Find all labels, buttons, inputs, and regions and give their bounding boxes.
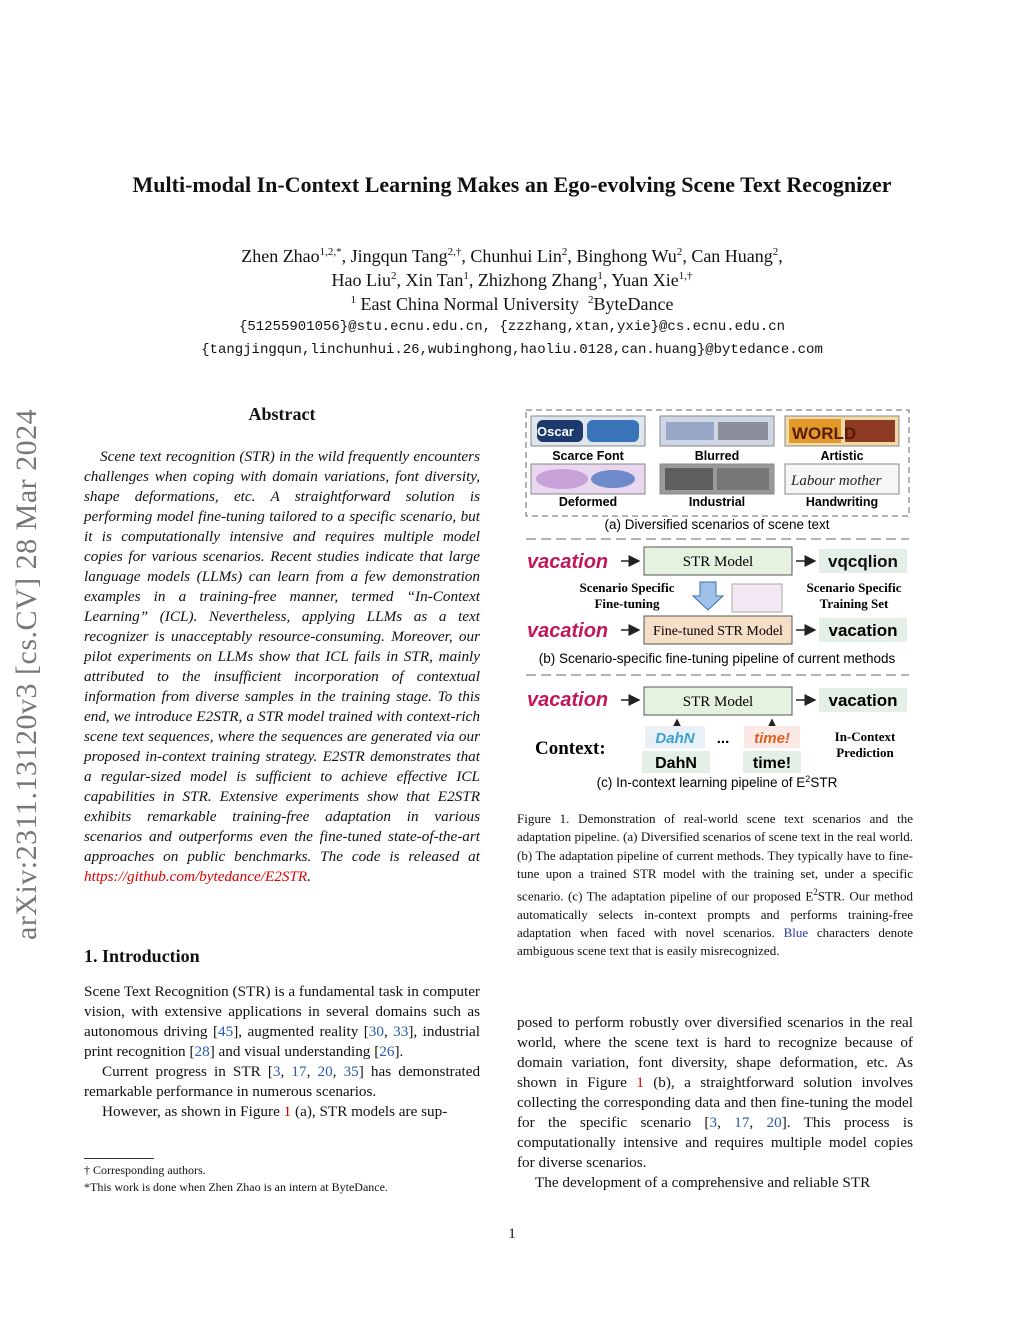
abstract-body: Scene text recognition (STR) in the wild frequently encounters challenges when coping with domain variations, font diversity, shape deformations, etc. A straightforward solution is performing model fine-tuning tailored to a specific scenario, but it is computationally intensive and requires multiple model copies for various scenarios. Recent studies indicate that large language models (LLMs) can learn from a few demonstration examples in a training-free manner, termed “In-Context Learning” (ICL). Nevertheless, applying LLMs as a text recognizer is unacceptably resource-consuming. Moreover, our pilot experiments on LLMs show that ICL fails in STR, mainly attributed to the insufficient incorporation of contextual information from diverse samples in the training stage. To this end, we introduce E2STR, a STR model trained with context-rich scene text sequences, where the sequences are generated via our proposed in-context training strategy. E2STR demonstrates that a regular-sized model is sufficient to achieve effective ICL capabilities in STR. Extensive experiments show that E2STR exhibits remarkable training-free adaptation in various scenarios and outperforms even the fine-tuned state-of-the-art approaches on public benchmarks. The code is released at https://github.com/bytedance/E2STR. [84,448,480,885]
context-label: Context: [535,738,606,759]
label-blurred: Blurred [694,449,740,463]
svg-text:Training Set: Training Set [819,596,889,611]
icl-pred-label: In-Context [834,729,896,744]
intro-paragraph-3: However, as shown in Figure 1 (a), STR models are sup- [102,1103,448,1120]
training-set-thumb [732,584,782,612]
panel-a-caption: (a) Diversified scenarios of scene text [604,517,830,532]
page-number: 1 [508,1226,516,1242]
authors-line-1: Zhen Zhao$^{1,2,*}$, Jingqun Tang$^{2,\dagger}$, Chunhui Lin$^2$, Binghong Wu$^2$, Can Huang$^2$, [241,246,783,266]
panel-c-caption: (c) In-context learning pipeline of $E^2STR$ [596,774,838,790]
finetuned-model-label: Fine-tuned STR Model [653,624,783,639]
emails-line-2: {tangjingqun,linchunhui.26,wubinghong,haoliu.0128,can.huang}@bytedance.com [201,342,823,358]
svg-text:time!: time! [754,730,790,747]
deco-word-3: Labour mother [791,473,882,489]
ss-finetuning-label: Scenario Specific [579,580,675,595]
panel-b-caption: (b) Scenario-specific fine-tuning pipeline of current methods [538,651,896,666]
figure-1 [517,406,917,796]
wrong-prediction: vqcqlion [828,552,898,571]
right-paragraph-2: The development of a comprehensive and reliable STR [535,1174,871,1191]
emails-line-1: {51255901056}@stu.ecnu.edu.cn, {zzzhang,xtan,yxie}@cs.ecnu.edu.cn [238,319,786,335]
svg-text:Fine-tuning: Fine-tuning [594,596,660,611]
input-word-c: vacation [527,689,609,711]
deco-word-1: Oscar [537,424,574,439]
footnote-2: *This work is done when Zhen Zhao is an intern at ByteDance. [84,1180,388,1194]
code-link[interactable]: https://github.com/bytedance/E2STR [84,868,308,885]
str-model-label-c: STR Model [682,694,754,710]
svg-text:Prediction: Prediction [836,745,894,760]
abstract-text: Scene text recognition (STR) in the wild frequently encounters challenges when coping with domain variations, font diversity, shape deformations, etc. A straightforward solution is performing model fine-tuning tailored to a specific scenario, but it is computationally intensive and requires multiple model copies for various scenarios. Recent studies indicate that large language models (LLMs) can learn from a few demonstration examples in a training-free manner, termed “In-Context Learning” (ICL). Nevertheless, applying LLMs as a text recognizer is unacceptably resource-consuming. Moreover, our pilot experiments on LLMs show that ICL fails in STR, mainly attributed to the insufficient incorporation of contextual information from diverse samples in the training stage. To this end, we introduce E2STR, a STR model trained with context-rich scene text sequences, where the sequences are generated via our proposed in-context training strategy. E2STR demonstrates that a regular-sized model is sufficient to achieve effective ICL capabilities in STR. Extensive experiments show that E2STR exhibits remarkable training-free adaptation in various scenarios and outperforms even the fine-tuned state-of-the-art approaches on public benchmarks. The code is released at [84,448,480,865]
label-deformed: Deformed [558,495,618,509]
footnote-1: † Corresponding authors. [84,1163,206,1177]
correct-prediction-b: vacation [828,621,898,640]
intro-body [84,982,480,1122]
ctx-ellipsis: ... [716,730,730,747]
input-word-b1: vacation [527,551,609,573]
paper-title: Multi-modal In-Context Learning Makes an Ego-evolving Scene Text Recognizer [132,172,892,197]
affiliations: $^1$ East China Normal University $^2$ByteDance [350,294,674,314]
section-heading: 1. Introduction [84,946,200,966]
authors-line-2: Hao Liu$^2$, Xin Tan$^1$, Zhizhong Zhang$^1$, Yuan Xie$^{1,\dagger}$ [331,270,693,290]
thumb-deformed [531,464,645,494]
thumb-blurred [660,416,774,446]
abstract-heading: Abstract [248,404,316,424]
label-artistic: Artistic [820,449,864,463]
footnote-rule [84,1158,154,1159]
right-column-body [517,1013,913,1193]
right-paragraph-1: posed to perform robustly over diversified scenarios in the real world, where the scene text is hard to recognize because of domain variation, font diversity, shape deformation, etc. As shown in Figure 1 (b), a straightforward solution involves collecting the corresponding data and then fine-tuning the model for the specific scenario [3, 17, 20]. This process is computationally intensive and requires multiple model copies for diverse scenarios. [517,1014,913,1171]
intro-paragraph-2: Current progress in STR [3, 17, 20, 35] has demonstrated remarkable performance in numerous scenarios. [84,1063,481,1100]
ctx-word-2: time! [752,755,792,772]
arxiv-stamp: arXiv:2311.13120v3 [cs.CV] 28 Mar 2024 [10,408,43,940]
label-scarce-font: Scarce Font [552,449,624,463]
str-model-label-b: STR Model [682,554,754,570]
correct-prediction-c: vacation [828,691,898,710]
figure-caption: Figure 1. Demonstration of real-world scene text scenarios and the adaptation pipeline. (a) Diversified scenarios of scene text in the real world. (b) The adaptation pipeline of current methods. They typically have to fine-tune upon a trained STR model with the training set, under a specific scenario. (c) The adaptation pipeline of our proposed $E^2STR$. Our method automatically selects in-context prompts and performs training-free adaptation when faced with novel scenarios. Blue characters denote ambiguous scene text that is easily misrecognized. [517,811,913,959]
intro-paragraph-1: Scene Text Recognition (STR) is a fundamental task in computer vision, with extensive applications in several domains such as autonomous driving [45], augmented reality [30, 33], industrial print recognition [28] and visual understanding [26]. [84,983,480,1060]
ss-trainset-label: Scenario Specific [806,580,902,595]
label-handwriting: Handwriting [805,495,879,509]
ctx-word-1: DahN [655,755,697,772]
label-industrial: Industrial [688,495,746,509]
svg-text:DahN: DahN [655,730,695,747]
deco-word-2: WORLD [792,424,857,443]
thumb-industrial [660,464,774,494]
finetune-down-arrow [693,582,723,610]
input-word-b2: vacation [527,620,609,642]
